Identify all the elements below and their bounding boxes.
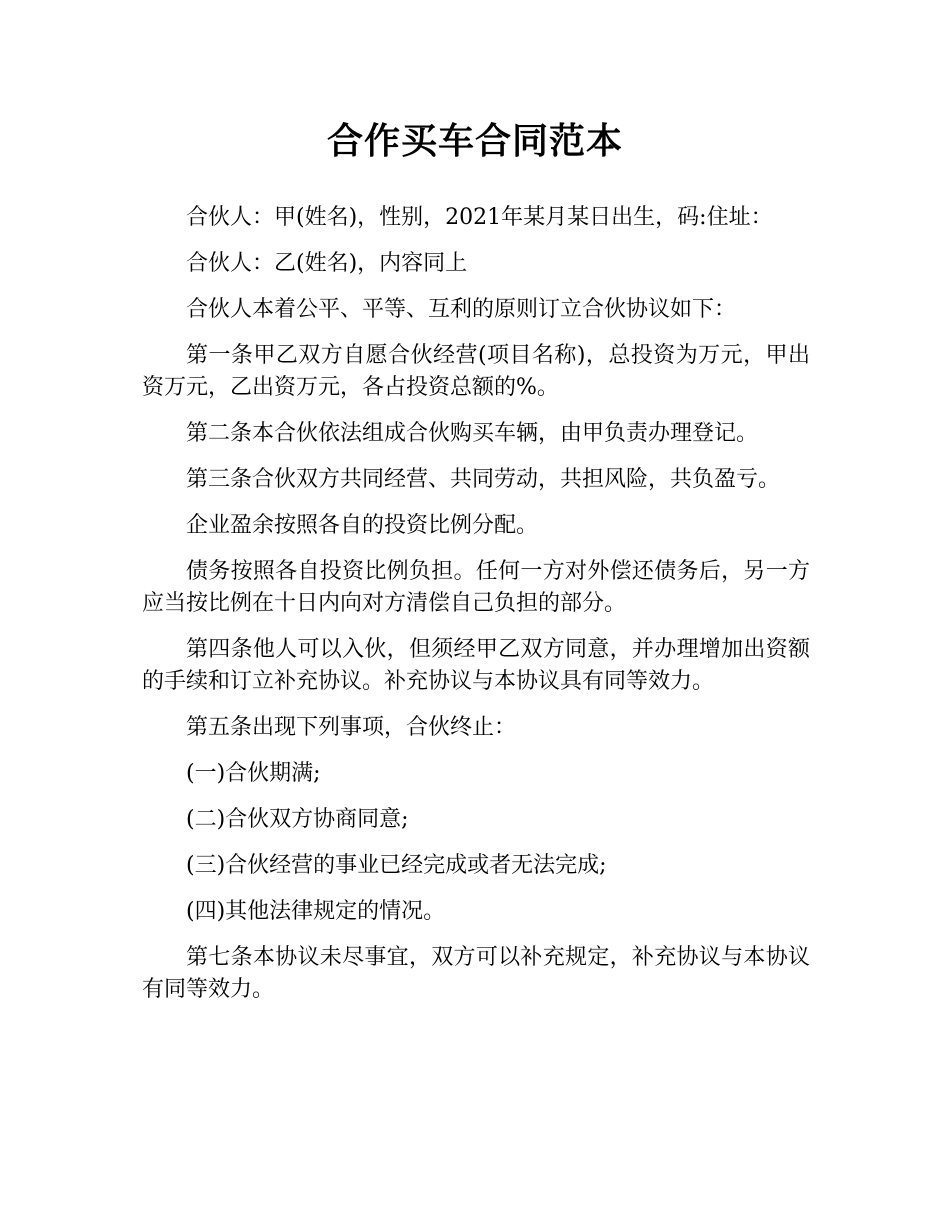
paragraph-article-3: 第三条合伙双方共同经营、共同劳动，共担风险，共负盈亏。 (186, 467, 781, 492)
paragraph-preamble: 合伙人本着公平、平等、互利的原则订立合伙协议如下： (186, 297, 737, 322)
document-title: 合作买车合同范本 (326, 121, 623, 162)
paragraph-termination-item-3: (三)合伙经营的事业已经完成或者无法完成; (186, 853, 607, 878)
paragraph-termination-item-2: (二)合伙双方协商同意; (186, 807, 409, 832)
paragraph-partner-a: 合伙人：甲(姓名)，性别，2021年某月某日出生，码:住址： (186, 205, 773, 230)
paragraph-article-2: 第二条本合伙依法组成合伙购买车辆，由甲负责办理登记。 (186, 421, 759, 446)
paragraph-termination-item-1: (一)合伙期满; (186, 761, 321, 786)
paragraph-article-4: 第四条他人可以入伙，但须经甲乙双方同意，并办理增加出资额的手续和订立补充协议。补充协议与本协议具有同等效力。 (142, 637, 810, 694)
paragraph-profit-distribution: 企业盈余按照各自的投资比例分配。 (186, 513, 539, 538)
paragraph-article-7: 第七条本协议未尽事宜，双方可以补充规定，补充协议与本协议有同等效力。 (142, 945, 810, 1002)
paragraph-debt-burden: 债务按照各自投资比例负担。任何一方对外偿还债务后，另一方应当按比例在十日内向对方清偿自己负担的部分。 (142, 559, 810, 616)
paragraph-article-1: 第一条甲乙双方自愿合伙经营(项目名称)，总投资为万元，甲出资万元，乙出资万元，各占投资总额的%。 (142, 343, 810, 400)
paragraph-partner-b: 合伙人：乙(姓名)，内容同上 (186, 251, 468, 276)
paragraph-article-5: 第五条出现下列事项，合伙终止： (186, 715, 517, 740)
document-body (142, 202, 810, 1020)
paragraph-termination-item-4: (四)其他法律规定的情况。 (186, 899, 446, 924)
